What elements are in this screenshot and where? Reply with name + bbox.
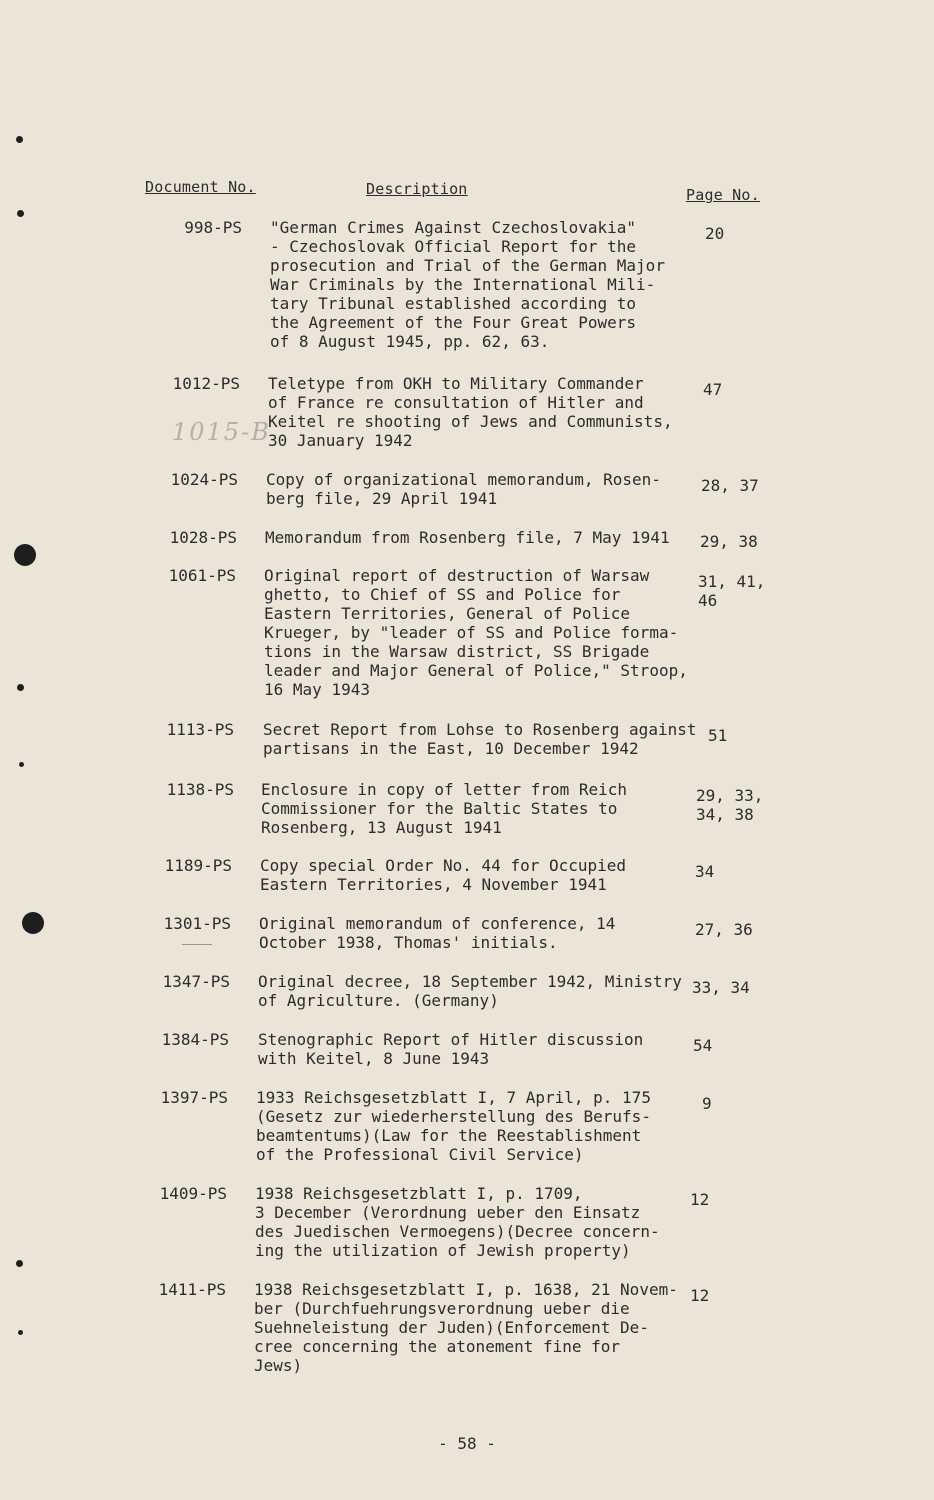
document-number: 1061-PS bbox=[168, 566, 236, 585]
description: Secret Report from Lohse to Rosenberg against partisans in the East, 10 December 1942 bbox=[263, 720, 697, 758]
document-number: 1384-PS bbox=[161, 1030, 229, 1049]
binder-hole bbox=[22, 912, 44, 934]
description: Enclosure in copy of letter from Reich Commissioner for the Baltic States to Rosenberg, 13 August 1941 bbox=[261, 780, 628, 837]
page-numbers: 47 bbox=[703, 380, 723, 399]
header-page-no: Page No. bbox=[686, 186, 760, 204]
page-numbers: 31, 41, 46 bbox=[698, 572, 766, 610]
page-numbers: 29, 38 bbox=[700, 532, 758, 551]
description: Memorandum from Rosenberg file, 7 May 1941 bbox=[265, 528, 670, 547]
binder-hole-mark bbox=[16, 1260, 23, 1267]
description: Copy special Order No. 44 for Occupied Eastern Territories, 4 November 1941 bbox=[260, 856, 627, 894]
document-number: 1347-PS bbox=[162, 972, 230, 991]
document-number: 1012-PS bbox=[172, 374, 240, 393]
header-description: Description bbox=[366, 180, 468, 198]
page-numbers: 9 bbox=[702, 1094, 712, 1113]
page-numbers: 29, 33, 34, 38 bbox=[696, 786, 764, 824]
binder-hole bbox=[14, 544, 36, 566]
page-numbers: 20 bbox=[705, 224, 725, 243]
document-number: 1028-PS bbox=[169, 528, 237, 547]
page-numbers: 33, 34 bbox=[692, 978, 750, 997]
description: Original memorandum of conference, 14 October 1938, Thomas' initials. bbox=[259, 914, 616, 952]
page-numbers: 51 bbox=[708, 726, 728, 745]
description: Copy of organizational memorandum, Rosen- berg file, 29 April 1941 bbox=[266, 470, 661, 508]
page-numbers: 28, 37 bbox=[701, 476, 759, 495]
description: "German Crimes Against Czechoslovakia" - Czechoslovak Official Report for the prosecution and Trial of the German Major War Criminals by the International Mili- tary Tribunal established according to the Agreement of the Four Great Powers of 8 August 1945, pp. 62, 63. bbox=[270, 218, 665, 351]
binder-hole-mark bbox=[17, 684, 24, 691]
binder-hole-mark bbox=[17, 210, 24, 217]
stray-mark bbox=[182, 944, 212, 945]
document-number: 1397-PS bbox=[160, 1088, 228, 1107]
page-numbers: 34 bbox=[695, 862, 715, 881]
binder-hole-mark bbox=[19, 762, 24, 767]
document-number: 1138-PS bbox=[166, 780, 234, 799]
page-numbers: 12 bbox=[690, 1286, 710, 1305]
page-numbers: 27, 36 bbox=[695, 920, 753, 939]
description: Original decree, 18 September 1942, Ministry of Agriculture. (Germany) bbox=[258, 972, 682, 1010]
header-document-no: Document No. bbox=[145, 178, 256, 196]
document-number: 1301-PS bbox=[163, 914, 231, 933]
page-number-footer: - 58 - bbox=[438, 1434, 496, 1453]
document-number: 1113-PS bbox=[166, 720, 234, 739]
binder-hole-mark bbox=[16, 136, 23, 143]
page-numbers: 54 bbox=[693, 1036, 713, 1055]
document-number: 1409-PS bbox=[159, 1184, 227, 1203]
description: 1938 Reichsgesetzblatt I, p. 1638, 21 Novem- ber (Durchfuehrungsverordnung ueber die Suehneleistung der Juden)(Enforcement De- cree concerning the atonement fine for Jews) bbox=[254, 1280, 678, 1375]
description: Original report of destruction of Warsaw ghetto, to Chief of SS and Police for Eastern Territories, General of Police Krueger, by "leader of SS and Police forma- tions in the Warsaw district, SS Brigade leader and Major General of Police," Stroop, 16 May 1943 bbox=[264, 566, 688, 699]
binder-hole-mark bbox=[18, 1330, 23, 1335]
document-number: 998-PS bbox=[184, 218, 242, 237]
description: 1938 Reichsgesetzblatt I, p. 1709, 3 December (Verordnung ueber den Einsatz des Juedischen Vermoegens)(Decree concern- ing the utilization of Jewish property) bbox=[255, 1184, 660, 1260]
description: 1933 Reichsgesetzblatt I, 7 April, p. 175 (Gesetz zur wiederherstellung des Berufs- beamtentums)(Law for the Reestablishment of the Professional Civil Service) bbox=[256, 1088, 651, 1164]
document-number: 1189-PS bbox=[164, 856, 232, 875]
document-number: 1411-PS bbox=[158, 1280, 226, 1299]
document-number: 1024-PS bbox=[170, 470, 238, 489]
handwritten-note: 1015-B bbox=[172, 418, 271, 446]
description: Stenographic Report of Hitler discussion with Keitel, 8 June 1943 bbox=[258, 1030, 644, 1068]
page-numbers: 12 bbox=[690, 1190, 710, 1209]
description: Teletype from OKH to Military Commander of France re consultation of Hitler and Keitel re shooting of Jews and Communists, 30 January 1942 bbox=[268, 374, 673, 450]
